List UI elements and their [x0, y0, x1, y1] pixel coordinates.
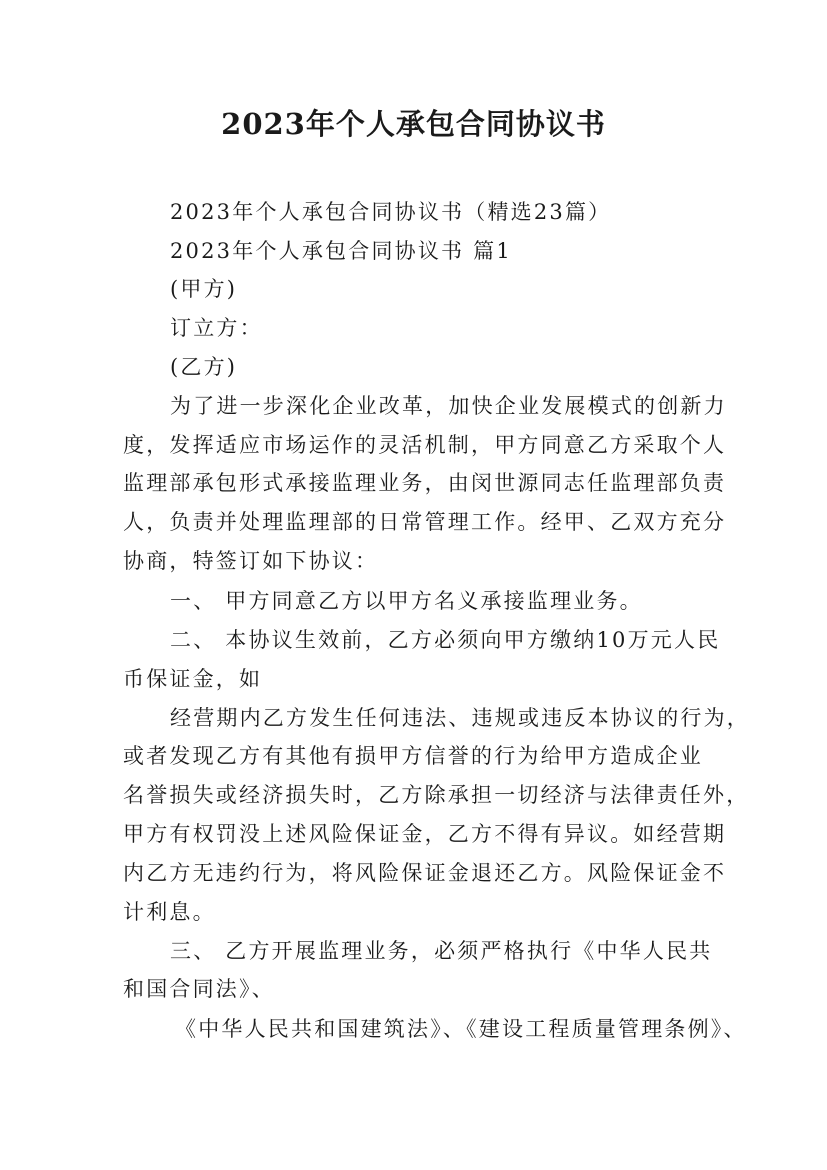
body-line: 或者发现乙方有其他有损甲方信誉的行为给甲方造成企业	[123, 744, 703, 768]
subtitle-line: 2023年个人承包合同协议书（精选23篇）	[170, 200, 612, 224]
clause-3: 三、 乙方开展监理业务，必须严格执行《中华人民共	[170, 939, 713, 963]
body-line: 经营期内乙方发生任何违法、违规或违反本协议的行为，	[170, 706, 750, 730]
body-line: 《中华人民共和国建筑法》、《建设工程质量管理条例》、	[175, 1017, 747, 1041]
body-line: 内乙方无违约行为，将风险保证金退还乙方。风险保证金不	[123, 861, 727, 885]
body-line: 币保证金，如	[123, 667, 263, 691]
clause-1: 一、 甲方同意乙方以甲方名义承接监理业务。	[170, 589, 643, 613]
body-line: 为了进一步深化企业改革，加快企业发展模式的创新力	[170, 394, 727, 418]
body-line: 名誉损失或经济损失时，乙方除承担一切经济与法律责任外，	[123, 783, 750, 807]
body-line: 度，发挥适应市场运作的灵活机制，甲方同意乙方采取个人	[123, 433, 727, 457]
document-title: 2023年个人承包合同协议书	[221, 107, 606, 141]
body-line: 计利息。	[123, 900, 216, 924]
party-b-line: (乙方)	[170, 355, 238, 379]
body-line: 和国合同法》、	[123, 977, 275, 1001]
body-line: 人，负责并处理监理部的日常管理工作。经甲、乙双方充分	[123, 510, 727, 534]
contracting-parties-label: 订立方：	[170, 316, 263, 340]
body-line: 甲方有权罚没上述风险保证金，乙方不得有异议。如经营期	[123, 822, 727, 846]
body-line: 协商，特签订如下协议：	[123, 549, 379, 573]
body-line: 监理部承包形式承接监理业务，由闵世源同志任监理部负责	[123, 471, 727, 495]
party-a-line: (甲方)	[170, 277, 238, 301]
clause-2: 二、 本协议生效前，乙方必须向甲方缴纳10万元人民	[170, 628, 721, 652]
section-heading: 2023年个人承包合同协议书 篇1	[170, 239, 512, 263]
